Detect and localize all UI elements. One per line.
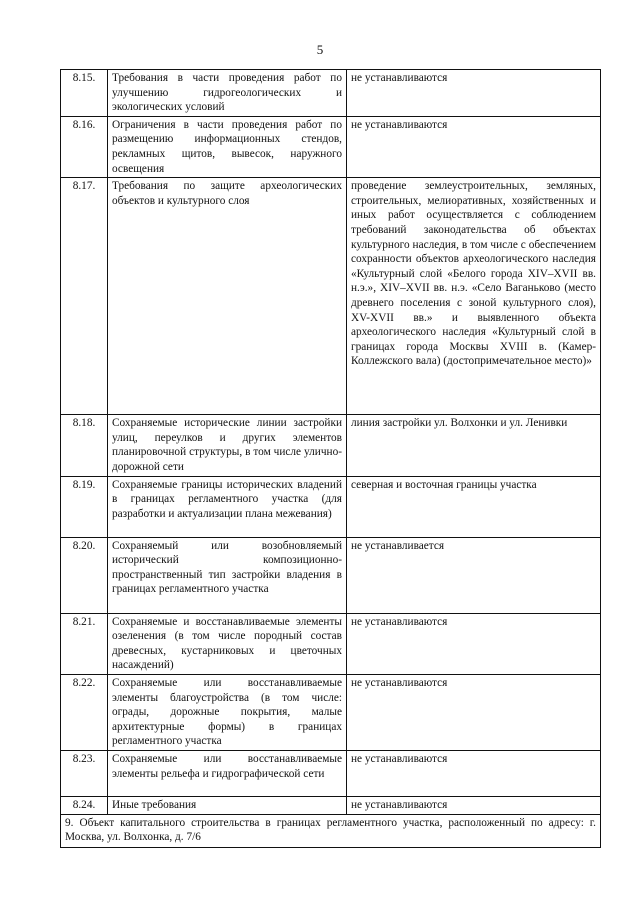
row-number: 8.17. (61, 178, 108, 415)
row-number: 8.22. (61, 674, 108, 750)
row-number: 8.15. (61, 70, 108, 117)
table-row (61, 178, 601, 415)
row-number: 8.20. (61, 537, 108, 613)
requirement-cell: Сохраняемые границы исторических владений в границах регламентного участка (для разработки и актуализации плана межевания) (108, 476, 347, 537)
page-number: 5 (316, 42, 324, 57)
row-number: 8.21. (61, 613, 108, 674)
requirement-cell: Сохраняемые или восстанавливаемые элементы рельефа и гидрографической сети (108, 750, 347, 796)
value-cell: не устанавливаются (347, 750, 601, 796)
requirement-cell: Требования в части проведения работ по улучшению гидрогеологических и экологических условий (108, 70, 347, 117)
requirement-cell: Сохраняемые исторические линии застройки улиц, переулков и других элементов планировочной структуры, в том числе улично-дорожной сети (108, 415, 347, 476)
row-number: 8.23. (61, 750, 108, 796)
table-row (61, 116, 601, 177)
value-cell: проведение землеустроительных, земляных, строительных, мелиоративных, хозяйственных и иных работ осуществляется с соблюдением требований законодательства об объектах культурного наследия, в том числе с обеспечением сохранности объектов археологического наследия «Культурный слой «Белого города XIV–XVII вв. н.э.», XIV–XVII вв. н.э. «Село Ваганьково (место древнего поселения с зоной культурного слоя), XV-XVII вв.» и выявленного объекта археологического наследия «Культурный слой в границах города Москвы XVIII в. (Камер-Коллежского вала) (достопримечательное место)» (347, 178, 601, 415)
requirement-cell: Сохраняемый или возобновляемый исторический композиционно-пространственный тип застройки владения в границах регламентного участка (108, 537, 347, 613)
value-cell: не устанавливаются (347, 70, 601, 117)
regulation-table (60, 69, 601, 848)
section-heading: 9. Объект капитального строительства в границах регламентного участка, расположенный по адресу: г. Москва, ул. Волхонка, д. 7/6 (61, 814, 601, 847)
table-row (61, 415, 601, 476)
table-row (61, 613, 601, 674)
value-cell: линия застройки ул. Волхонки и ул. Ленивки (347, 415, 601, 476)
requirement-cell: Сохраняемые и восстанавливаемые элементы озеленения (в том числе породный состав древесных, кустарниковых и цветочных насаждений) (108, 613, 347, 674)
value-cell: не устанавливаются (347, 116, 601, 177)
table-row (61, 750, 601, 796)
requirement-cell: Сохраняемые или восстанавливаемые элементы благоустройства (в том числе: ограды, дорожные покрытия, малые архитектурные формы) в границах регламентного участка (108, 674, 347, 750)
table-row (61, 796, 601, 814)
row-number: 8.19. (61, 476, 108, 537)
table-row (61, 476, 601, 537)
value-cell: не устанавливаются (347, 796, 601, 814)
value-cell: не устанавливаются (347, 674, 601, 750)
table-row (61, 70, 601, 117)
requirement-cell: Иные требования (108, 796, 347, 814)
table-row (61, 674, 601, 750)
value-cell: не устанавливается (347, 537, 601, 613)
requirement-cell: Ограничения в части проведения работ по размещению информационных стендов, рекламных щитов, вывесок, наружного освещения (108, 116, 347, 177)
row-number: 8.18. (61, 415, 108, 476)
row-number: 8.24. (61, 796, 108, 814)
requirement-cell: Требования по защите археологических объектов и культурного слоя (108, 178, 347, 415)
table-row (61, 537, 601, 613)
value-cell: не устанавливаются (347, 613, 601, 674)
section-row (61, 814, 601, 847)
value-cell: северная и восточная границы участка (347, 476, 601, 537)
row-number: 8.16. (61, 116, 108, 177)
